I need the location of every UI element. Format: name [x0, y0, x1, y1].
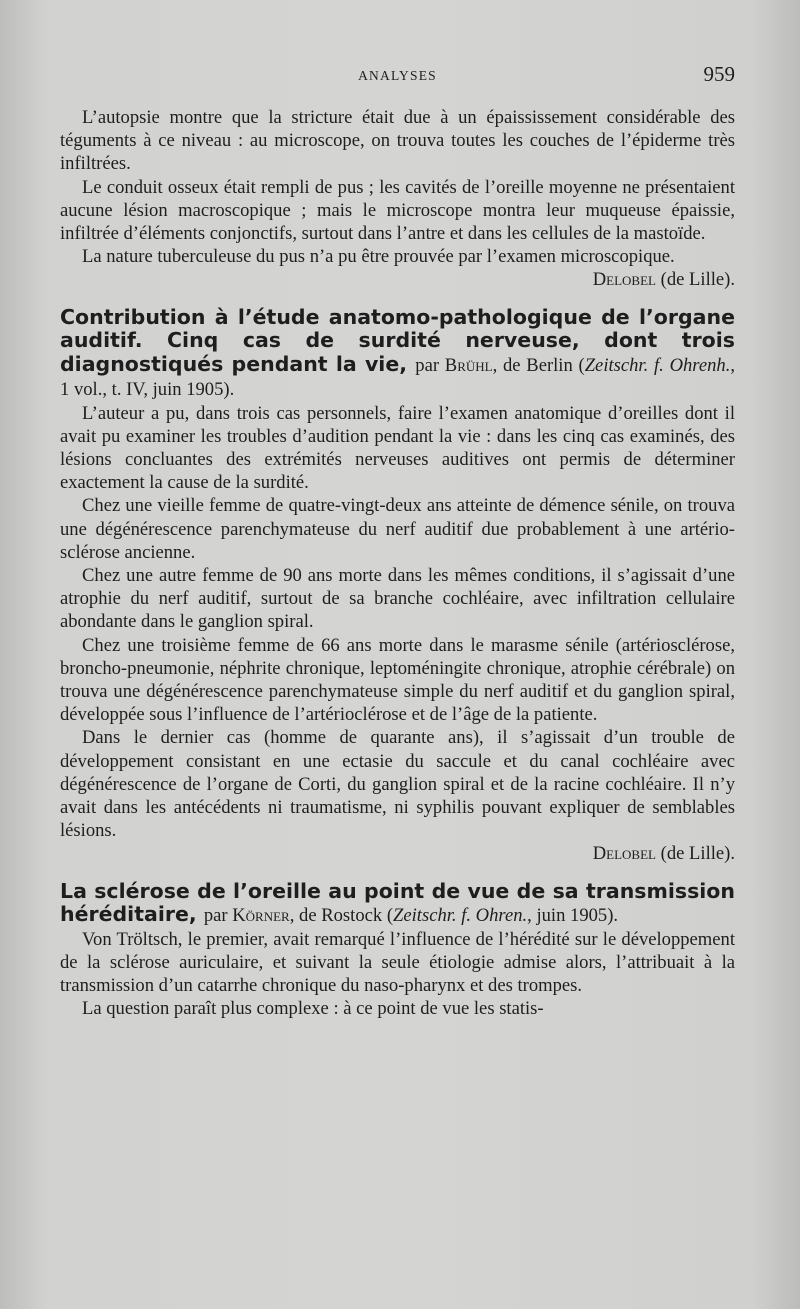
author-place: , de Rostock (: [289, 905, 394, 927]
journal-name: Zeitschr. f. Ohrenh.: [584, 354, 731, 376]
article-bruhl: [60, 306, 735, 866]
paragraph: Chez une troisième femme de 66 ans morte dans le marasme sénile (artériosclérose, broncho-pneumonie, néphrite chronique, leptoméningite chronique, atrophie cérébrale) on trouva une dégénérescence parenchymateuse simple du nerf auditif et du ganglion spiral, développée sous l’influence de l’artérioclérose et de l’âge de la patiente.: [60, 634, 735, 726]
signature-place: (de Lille).: [660, 843, 735, 865]
paragraph: Le conduit osseux était rempli de pus ; les cavités de l’oreille moyenne ne présentaient aucune lésion macroscopique ; mais le microscope montra leur muqueuse épaissie, infiltrée d’éléments conjonctifs, surtout dans l’antre et dans les cellules de la mastoïde.: [60, 176, 735, 245]
signature-place: (de Lille).: [660, 269, 735, 291]
author-place: , de Berlin (: [492, 354, 585, 376]
article-title: La sclérose de l’oreille au point de vue de sa transmission héréditaire,: [60, 878, 735, 927]
paragraph: La nature tuberculeuse du pus n’a pu être prouvée par l’examen microscopique.: [82, 246, 675, 268]
paragraph: L’autopsie montre que la stricture était due à un épaississement considérable des téguments à ce niveau : au microscope, on trouva toutes les couches de l’épiderme très infiltrées.: [60, 107, 735, 175]
article-author: Brühl: [444, 354, 493, 376]
citation-details: , 1 vol., t. IV, juin 1905).: [60, 354, 735, 401]
author-signature: [60, 268, 735, 291]
signature-name: Delobel: [592, 269, 656, 291]
article-title: Contribution à l’étude anatomo-pathologique de l’organe auditif. Cinq cas de surdité nerveuse, dont trois diagnostiqués pendant la vie,: [60, 304, 735, 376]
article-korner: [60, 880, 735, 1021]
paragraph: Chez une vieille femme de quatre-vingt-deux ans atteinte de démence sénile, on trouva une dégénérescence parenchymateuse du nerf auditif due probablement à une artério-sclérose ancienne.: [60, 495, 735, 563]
article-heading: [60, 880, 735, 928]
running-head: ANALYSES: [358, 68, 437, 83]
author-signature: [60, 842, 735, 865]
page-body: [60, 106, 735, 1021]
paragraph: L’auteur a pu, dans trois cas personnels, faire l’examen anatomique d’oreilles dont il avait pu examiner les troubles d’audition pendant la vie : dans les cinq cas examinés, des lésions concluantes des extrémités nerveuses auditives ont permis de déterminer exactement la cause de la surdité.: [60, 402, 735, 494]
page-header: [60, 62, 735, 92]
page-number: 959: [703, 62, 735, 86]
article-byline: [204, 905, 618, 926]
signature-name: Delobel: [592, 843, 656, 865]
article-continuation: [60, 106, 735, 292]
byline-par: par: [203, 905, 228, 927]
article-heading: [60, 306, 735, 402]
journal-name: Zeitschr. f. Ohren.: [393, 905, 528, 927]
article-author: Körner: [232, 905, 290, 927]
paragraph: La question paraît plus complexe : à ce point de vue les statis-: [82, 998, 544, 1020]
paragraph: Dans le dernier cas (homme de quarante ans), il s’agissait d’un trouble de développement consistant en une ectasie du saccule et du canal cochléaire avec dégénérescence de l’organe de Corti, du ganglion spiral et de la racine cochléaire. Il n’y avait dans les antécédents ni traumatisme, ni syphilis pouvant expliquer de semblables lésions.: [60, 727, 735, 842]
paragraph: Chez une autre femme de 90 ans morte dans les mêmes conditions, il s’agissait d’une atrophie du nerf auditif, surtout de sa branche cochléaire, avec infiltration cellulaire abondante dans le ganglion spiral.: [60, 565, 735, 633]
byline-par: par: [415, 354, 440, 376]
citation-details: , juin 1905).: [527, 905, 619, 927]
paragraph: Von Tröltsch, le premier, avait remarqué l’influence de l’hérédité sur le développement de la sclérose auriculaire, et suivant la seule étiologie admise alors, l’attribuait à la transmission d’un catarrhe chronique du naso-pharynx et des trompes.: [60, 928, 735, 997]
